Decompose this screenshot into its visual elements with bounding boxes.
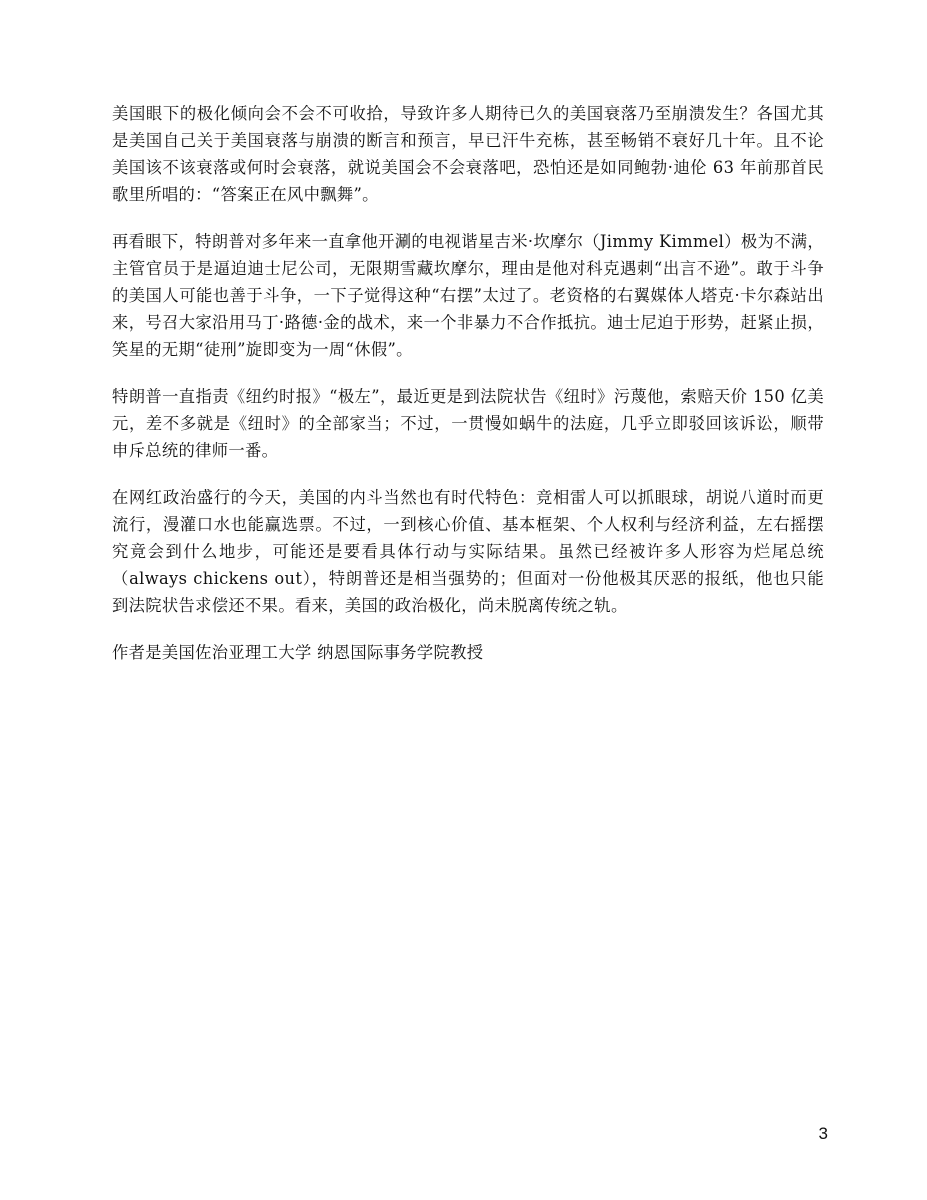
page-number: 3 (818, 1124, 828, 1143)
paragraph-1: 美国眼下的极化倾向会不会不可收拾，导致许多人期待已久的美国衰落乃至崩溃发生？各国尤其是美国自己关于美国衰落与崩溃的断言和预言，早已汗牛充栋，甚至畅销不衰好几十年。且不论美国该不该衰落或何时会衰落，就说美国会不会衰落吧，恐怕还是如同鲍勃·迪伦 63 年前那首民歌里所唱的：“答案正在风中飘舞”。 (112, 104, 824, 204)
author-byline: 作者是美国佐治亚理工大学 纳恩国际事务学院教授 (112, 643, 484, 662)
paragraph-4: 在网红政治盛行的今天，美国的内斗当然也有时代特色：竞相雷人可以抓眼球，胡说八道时而更流行，漫灌口水也能赢选票。不过，一到核心价值、基本框架、个人权利与经济利益，左右摇摆究竟会到什么地步，可能还是要看具体行动与实际结果。虽然已经被许多人形容为烂尾总统（always chickens out），特朗普还是相当强势的；但面对一份他极其厌恶的报纸，他也只能到法院状告求偿还不果。看来，美国的政治极化，尚未脱离传统之轨。 (112, 488, 824, 615)
paragraph-3: 特朗普一直指责《纽约时报》“极左”，最近更是到法院状告《纽时》污蔑他，索赔天价 150 亿美元，差不多就是《纽时》的全部家当；不过，一贯慢如蜗牛的法庭，几乎立即驳回该诉讼，顺带申斥总统的律师一番。 (112, 387, 824, 460)
article-body (112, 100, 824, 666)
paragraph-2: 再看眼下，特朗普对多年来一直拿他开涮的电视谐星吉米·坎摩尔（Jimmy Kimmel）极为不满，主管官员于是逼迫迪士尼公司，无限期雪藏坎摩尔，理由是他对科克遇刺“出言不逊”。敢于斗争的美国人可能也善于斗争，一下子觉得这种“右摆”太过了。老资格的右翼媒体人塔克·卡尔森站出来，号召大家沿用马丁·路德·金的战术，来一个非暴力不合作抵抗。迪士尼迫于形势，赶紧止损，笑星的无期“徒刑”旋即变为一周“休假”。 (112, 232, 824, 359)
